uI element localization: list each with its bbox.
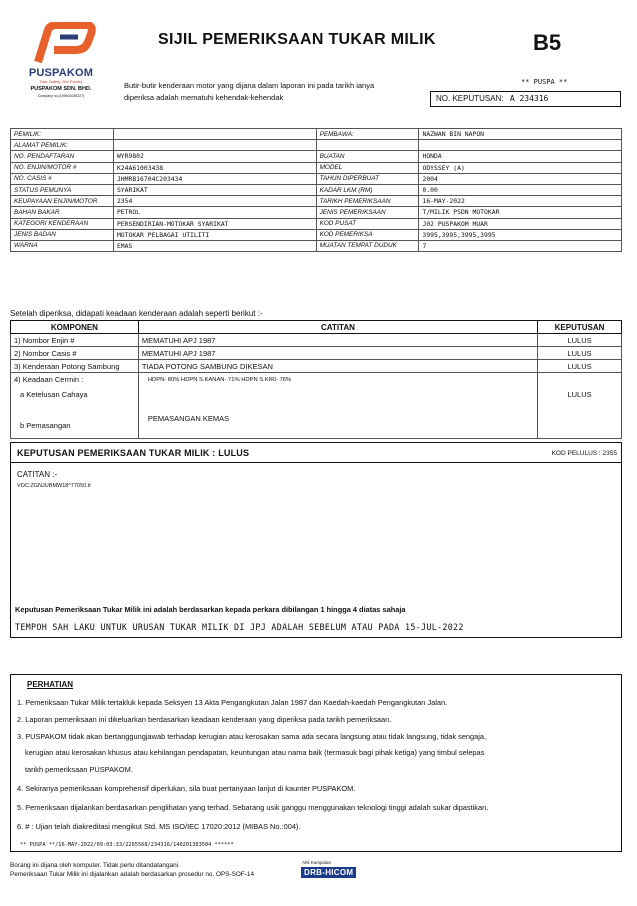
notice-item: 1. Pemeriksaan Tukar Milik tertakluk kepada Seksyen 13 Akta Pengangkutan Jalan 1987 dan Kaedah-kaedah Pengangkutan Jalan.: [17, 698, 448, 707]
drb-hicom-logo: DRB-HICOM: [301, 867, 356, 878]
table-row: [11, 240, 622, 251]
decision-number: A 234316: [509, 94, 549, 103]
table-row: [11, 140, 622, 151]
catitan-cell: MEMATUHI APJ 1987: [138, 334, 537, 347]
field-label: NO. ENJIN/MOTOR #: [11, 162, 114, 173]
puspakom-emblem-icon: [20, 22, 100, 68]
table-row: [11, 360, 622, 373]
voc-code: VOC:ZGNJUBMW18^77050.tr: [17, 483, 92, 489]
field-label: KOD PEMERIKSA: [316, 229, 419, 240]
field-label: ALAMAT PEMILIK:: [11, 140, 114, 151]
field-label: [316, 140, 419, 151]
table-row: [11, 173, 622, 184]
table-row: [11, 334, 622, 347]
notice-item: 4. Sekiranya pemeriksaan komprehensif diperlukan, sila buat pertanyaan lanjut di kaunter PUSPAKOM.: [17, 784, 356, 793]
field-value: T/MILIK PSDN MOTOKAR: [419, 207, 622, 218]
cermin-b-note: PEMASANGAN KEMAS: [147, 414, 230, 423]
keputusan-cell: LULUS: [538, 360, 622, 373]
field-label: TARIKH PEMERIKSAAN: [316, 196, 419, 207]
field-value: 7: [419, 240, 622, 251]
table-row: [11, 129, 622, 140]
notice-item: 2. Laporan pemeriksaan ini dikeluarkan berdasarkan keadaan kenderaan yang diperiksa pada tarikh pemeriksaan.: [17, 715, 392, 724]
setelah-text: Setelah diperiksa, didapati keadaan kenderaan adalah seperti berikut :-: [10, 309, 263, 318]
result-title: KEPUTUSAN PEMERIKSAAN TUKAR MILIK : LULUS: [17, 448, 250, 458]
field-label: STATUS PEMUNYA: [11, 184, 114, 195]
notice-item: 6. # : Ujian telah diakreditasi mengikut Std. MS ISO/IEC 17020:2012 (MIBAS No.:004).: [17, 822, 301, 831]
vehicle-info-table: [10, 128, 622, 252]
form-code: B5: [533, 30, 562, 55]
field-label: KOD PUSAT: [316, 218, 419, 229]
cermin-komponen-cell: [11, 373, 139, 439]
field-value: [113, 140, 316, 151]
puspa-mark: ** PUSPA **: [521, 78, 568, 86]
table-row: [11, 162, 622, 173]
field-value: J02 PUSPAKOM MUAR: [419, 218, 622, 229]
field-value: 3995,3995,3995,3995: [419, 229, 622, 240]
decision-number-box: [430, 91, 621, 107]
field-label: BUATAN: [316, 151, 419, 162]
notice-title: PERHATIAN: [27, 680, 74, 689]
notice-section: [10, 674, 622, 852]
field-label: TAHUN DIPERBUAT: [316, 173, 419, 184]
ahli-kumpulan: Ahli Kumpulan: [302, 860, 332, 865]
logo-brand: PUSPAKOM: [28, 67, 94, 79]
table-row: [11, 151, 622, 162]
field-value: EMAS: [113, 240, 316, 251]
field-label: MUATAN TEMPAT DUDUK: [316, 240, 419, 251]
footer-code: ** PUSPA **/16-MAY-2022/09:03:33/2265568/234316/140201383504 ******: [20, 842, 234, 848]
validity-statement: TEMPOH SAH LAKU UNTUK URUSAN TUKAR MILIK DI JPJ ADALAH SEBELUM ATAU PADA 15-JUL-2022: [15, 622, 464, 632]
field-value: 16-MAY-2022: [419, 196, 622, 207]
logo-company: PUSPAKOM SDN. BHD.: [30, 86, 92, 92]
decision-label: NO. KEPUTUSAN:: [436, 94, 504, 103]
footer-line-2: Pemeriksaan Tukar Milik ini dijalankan adalah berdasarkan prosedur no. OPS-SOF-14: [10, 871, 255, 878]
field-value: [419, 140, 622, 151]
field-value: K24A61003438: [113, 162, 316, 173]
table-row: [11, 184, 622, 195]
table-row: [11, 207, 622, 218]
cermin-a-note: HDPN- 80% HDPN S.KANAN- 71% HDPN S.KIRI- 76%: [147, 377, 292, 383]
field-label: NO. PENDAFTARAN: [11, 151, 114, 162]
keputusan-cell: LULUS: [538, 334, 622, 347]
cermin-b-label: b Pemasangan: [20, 421, 71, 430]
catitan-cell: TIADA POTONG SAMBUNG DIKESAN: [138, 360, 537, 373]
result-section: [10, 442, 622, 638]
field-label: MODEL: [316, 162, 419, 173]
notice-item: tarikh pemeriksaan PUSPAKOM.: [25, 765, 133, 774]
keputusan-cell: LULUS: [538, 347, 622, 360]
field-value: JHMRB16704C203434: [113, 173, 316, 184]
field-label: BAHAN BAKAR: [11, 207, 114, 218]
field-value: SYARIKAT: [113, 184, 316, 195]
cermin-row: [11, 373, 622, 439]
table-row: [11, 229, 622, 240]
logo-tagline: Your Safety, Our Priority: [39, 79, 83, 84]
field-value: MOTOKAR PELBAGAI UTILITI: [113, 229, 316, 240]
field-label: JENIS PEMERIKSAAN: [316, 207, 419, 218]
table-row: [11, 218, 622, 229]
page-title: SIJIL PEMERIKSAAN TUKAR MILIK: [158, 31, 436, 48]
field-label: JENIS BADAN: [11, 229, 114, 240]
col-catitan: CATITAN: [138, 321, 537, 334]
notice-item: 3. PUSPAKOM tidak akan bertanggungjawab terhadap kerugian atau kerosakan sama ada secara langsung atau tidak langsung, tidak sengaja,: [17, 732, 487, 741]
komponen-cell: 3) Kenderaan Potong Sambung: [11, 360, 139, 373]
field-label: PEMBAWA:: [316, 129, 419, 140]
notice-item: kerugian atau kerosakan khusus atau kehilangan pendapatan, keuntungan atau nama baik (termasuk bagi pihak ketiga) yang timbul selepas: [25, 748, 485, 757]
col-keputusan: KEPUTUSAN: [538, 321, 622, 334]
footer-line-1: Borang ini dijana oleh komputer. Tidak perlu ditandatangani.: [10, 862, 180, 869]
cermin-title: 4) Keadaan Cermin :: [14, 375, 84, 384]
field-label: PEMILIK:: [11, 129, 114, 140]
field-value: PERSENDIRIAN-MOTOKAR SYARIKAT: [113, 218, 316, 229]
field-label: KADAR LKM (RM): [316, 184, 419, 195]
field-value: NAZWAN BIN NAPON: [419, 129, 622, 140]
result-header: [11, 443, 621, 463]
komponen-cell: 2) Nombor Casis #: [11, 347, 139, 360]
notice-item: 5. Pemeriksaan dijalankan berdasarkan penglihatan yang terhad. Sebarang usik ganggu menggunakan teknologi tinggi adalah sukar dipastikan.: [17, 803, 489, 812]
cermin-a-label: a Ketelusan Cahaya: [20, 390, 88, 399]
field-value: 0.00: [419, 184, 622, 195]
field-value: 2004: [419, 173, 622, 184]
cermin-catitan-cell: [138, 373, 537, 439]
field-label: NO. CASIS #: [11, 173, 114, 184]
catitan-label: CATITAN :-: [17, 470, 58, 479]
col-komponen: KOMPONEN: [11, 321, 139, 334]
cermin-keputusan-cell: LULUS: [538, 373, 622, 439]
field-value: [113, 129, 316, 140]
table-row: [11, 347, 622, 360]
result-statement: Keputusan Pemeriksaan Tukar Milik ini adalah berdasarkan kepada perkara dibilangan 1 hingga 4 diatas sahaja: [15, 605, 406, 614]
field-value: PETROL: [113, 207, 316, 218]
komponen-cell: 1) Nombor Enjin #: [11, 334, 139, 347]
field-label: KATEGORI KENDERAAN: [11, 218, 114, 229]
intro-text: Butir-butir kenderaan motor yang dijana dalam laporan ini pada tarikh ianya diperiksa adalah mematuhi kehendak-kehendak: [124, 81, 375, 102]
table-row: [11, 196, 622, 207]
field-value: 2354: [113, 196, 316, 207]
field-label: WARNA: [11, 240, 114, 251]
field-value: WYR9802: [113, 151, 316, 162]
catitan-cell: MEMATUHI APJ 1987: [138, 347, 537, 360]
logo-company-no: Company no.(199401030227): [37, 94, 85, 98]
inspection-table: [10, 320, 622, 439]
kod-pelulus: KOD PELULUS : 2355: [551, 450, 617, 457]
field-value: HONDA: [419, 151, 622, 162]
field-value: ODYSSEY (A): [419, 162, 622, 173]
field-label: KEUPAYAAN ENJIN/MOTOR: [11, 196, 114, 207]
